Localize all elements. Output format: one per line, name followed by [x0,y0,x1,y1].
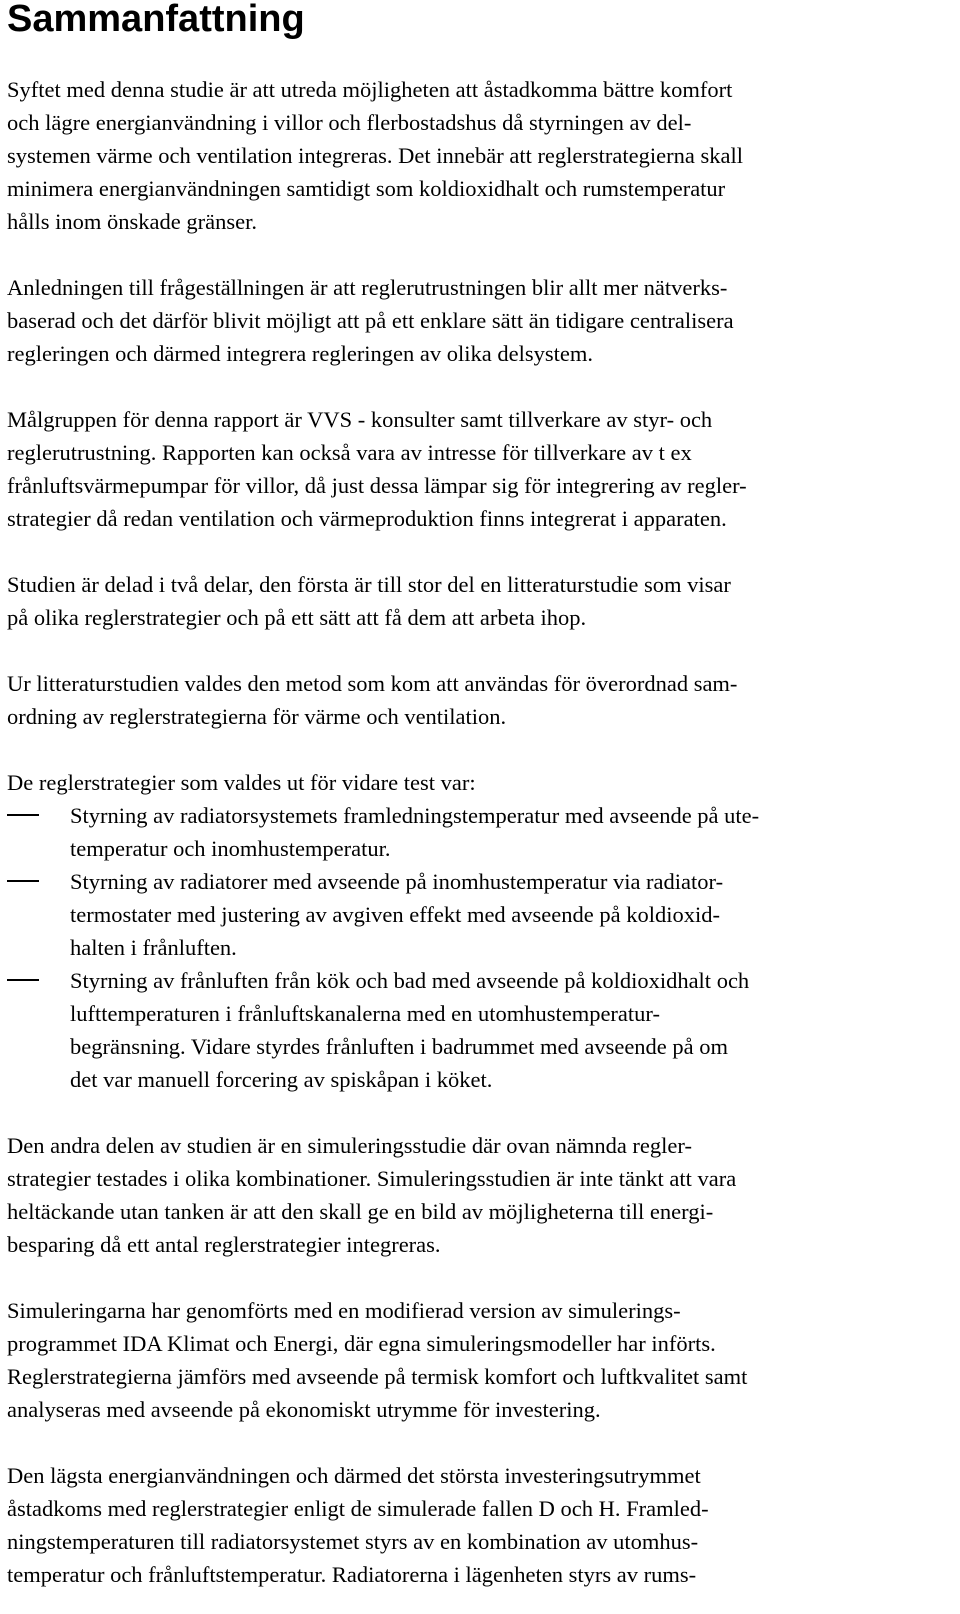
paragraph-gap [7,1426,957,1459]
list-item [7,865,957,964]
list-item-first-line [7,865,957,898]
text-line: begränsning. Vidare styrdes frånluften i badrummet med avseende på om [70,1034,729,1059]
text-line: Syftet med denna studie är att utreda möjligheten att åstadkomma bättre komfort [7,77,733,102]
text-line: hålls inom önskade gränser. [7,209,257,234]
dash-bullet-icon [7,979,39,981]
text-line: och lägre energianvändning i villor och flerbostadshus då styrningen av del- [7,110,692,135]
text-line: Målgruppen för denna rapport är VVS - konsulter samt tillverkare av styr- och [7,407,713,432]
text-line: Styrning av frånluften från kök och bad med avseende på koldioxidhalt och [70,968,750,993]
paragraph [7,667,957,733]
list-item [7,799,957,865]
text-line: på olika reglerstrategier och på ett sätt att få dem att arbeta ihop. [7,605,587,630]
text-line: baserad och det därför blivit möjligt att på ett enklare sätt än tidigare centralisera [7,308,734,333]
paragraph [7,1294,957,1426]
text-line: Styrning av radiatorsystemets framledningstemperatur med avseende på ute- [70,803,760,828]
paragraph-gap [7,370,957,403]
list-intro: De reglerstrategier som valdes ut för vidare test var: [7,770,476,795]
dash-bullet-icon [7,814,39,816]
paragraph-gap [7,535,957,568]
text-line: temperatur och inomhustemperatur. [70,836,391,861]
paragraph-gap [7,1261,957,1294]
text-line: termostater med justering av avgiven effekt med avseende på koldioxid- [70,902,720,927]
document-page [7,0,957,1587]
paragraph [7,1459,957,1591]
list-item-first-line [7,799,957,832]
text-line: Den lägsta energianvändningen och därmed det största investeringsutrymmet [7,1463,701,1488]
text-line: Styrning av radiatorer med avseende på inomhustemperatur via radiator- [70,869,724,894]
text-line: besparing då ett antal reglerstrategier integreras. [7,1232,441,1257]
list-item-first-line [7,964,957,997]
paragraph-gap [7,733,957,766]
paragraph [7,73,957,238]
paragraph-gap [7,238,957,271]
text-line: Ur litteraturstudien valdes den metod som kom att användas för överordnad sam- [7,671,738,696]
paragraph [7,403,957,535]
text-line: halten i frånluften. [70,935,237,960]
text-line: Anledningen till frågeställningen är att reglerutrustningen blir allt mer nätverks- [7,275,728,300]
text-line: Reglerstrategierna jämförs med avseende på termisk komfort och luftkvalitet samt [7,1364,748,1389]
paragraph [7,1129,957,1261]
dash-bullet-icon [7,880,39,882]
text-line: det var manuell forcering av spiskåpan i köket. [70,1067,493,1092]
paragraph [7,271,957,370]
text-line: reglerutrustning. Rapporten kan också vara av intresse för tillverkare av t ex [7,440,692,465]
text-line: Studien är delad i två delar, den första är till stor del en litteraturstudie som visar [7,572,731,597]
text-line: strategier då redan ventilation och värmeproduktion finns integrerat i apparaten. [7,506,727,531]
text-line: temperatur och frånluftstemperatur. Radiatorerna i lägenheten styrs av rums- [7,1562,697,1587]
text-line: frånluftsvärmepumpar för villor, då just dessa lämpar sig för integrering av regler- [7,473,747,498]
list-item [7,964,957,1096]
text-line: åstadkoms med reglerstrategier enligt de simulerade fallen D och H. Framled- [7,1496,709,1521]
text-line: analyseras med avseende på ekonomiskt utrymme för investering. [7,1397,601,1422]
text-line: Den andra delen av studien är en simuleringsstudie där ovan nämnda regler- [7,1133,692,1158]
text-line: programmet IDA Klimat och Energi, där egna simuleringsmodeller har införts. [7,1331,716,1356]
text-line: lufttemperaturen i frånluftskanalerna med en utomhustemperatur- [70,1001,660,1026]
paragraph-gap [7,634,957,667]
text-line: minimera energianvändningen samtidigt som koldioxidhalt och rumstemperatur [7,176,726,201]
text-line: regleringen och därmed integrera regleringen av olika delsystem. [7,341,594,366]
text-line: strategier testades i olika kombinationer. Simuleringsstudien är inte tänkt att vara [7,1166,737,1191]
document-body [7,73,957,1591]
text-line: ningstemperaturen till radiatorsystemet styrs av en kombination av utomhus- [7,1529,699,1554]
paragraph-gap [7,1096,957,1129]
text-line: systemen värme och ventilation integreras. Det innebär att reglerstrategierna skall [7,143,743,168]
text-line: heltäckande utan tanken är att den skall ge en bild av möjligheterna till energi- [7,1199,714,1224]
paragraph [7,568,957,634]
text-line: Simuleringarna har genomförts med en modifierad version av simulerings- [7,1298,681,1323]
text-line: ordning av reglerstrategierna för värme och ventilation. [7,704,507,729]
strategy-list-section [7,766,957,1096]
page-title: Sammanfattning [7,0,305,40]
